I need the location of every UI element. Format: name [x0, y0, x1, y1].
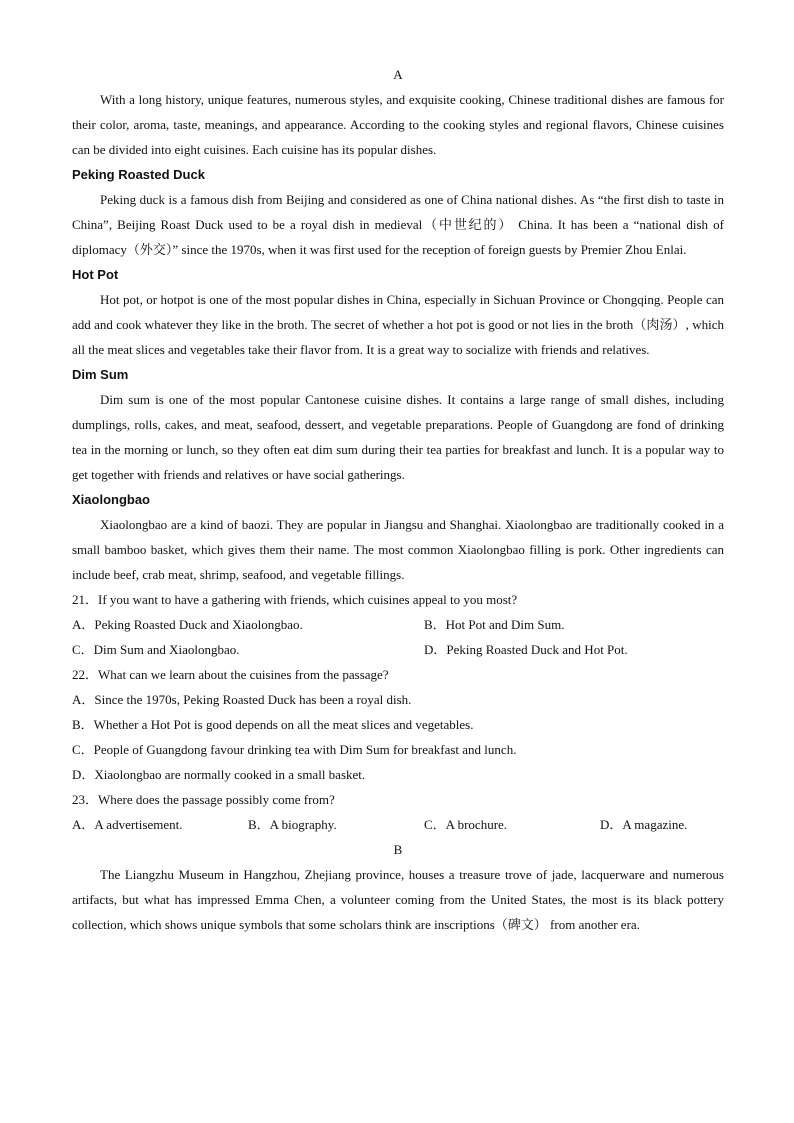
section-a-title: A: [393, 67, 403, 82]
question-21-option-d: D．Peking Roasted Duck and Hot Pot.: [424, 642, 628, 657]
question-22-option-a: A．Since the 1970s, Peking Roasted Duck has been a royal dish.: [72, 692, 412, 707]
question-21-options-row-1: [72, 612, 724, 637]
question-23-option-a: A．A advertisement.: [72, 817, 183, 832]
question-23-option-d: D．A magazine.: [600, 817, 688, 832]
dish-heading-peking-duck: Peking Roasted Duck: [72, 167, 205, 182]
question-21-options-row-2: [72, 637, 724, 662]
dish-paragraph-hot-pot: Hot pot, or hotpot is one of the most popular dishes in China, especially in Sichuan Province or Chongqing. People can add and cook whatever they like in the broth. The secret of whether a hot pot is good or not lies in the broth（肉汤）, which all the meat slices and vegetables take their flavor from. It is a great way to socialize with friends and relatives.: [72, 292, 724, 357]
question-21-option-c: C．Dim Sum and Xiaolongbao.: [72, 642, 240, 657]
question-21-option-b: B．Hot Pot and Dim Sum.: [424, 617, 565, 632]
section-b-title: B: [393, 842, 403, 857]
dish-paragraph-xiaolongbao: Xiaolongbao are a kind of baozi. They are popular in Jiangsu and Shanghai. Xiaolongbao are traditionally cooked in a small bamboo basket, which gives them their name. The most common Xiaolongbao filling is pork. Other ingredients can include beef, crab meat, shrimp, seafood, and vegetable fillings.: [72, 517, 724, 582]
question-21-stem: 21．If you want to have a gathering with friends, which cuisines appeal to you most?: [72, 592, 518, 607]
dish-heading-dim-sum: Dim Sum: [72, 367, 129, 382]
question-23-stem: 23．Where does the passage possibly come from?: [72, 792, 335, 807]
question-23-option-c: C．A brochure.: [424, 817, 508, 832]
question-23-option-b: B．A biography.: [248, 817, 337, 832]
dish-heading-hot-pot: Hot Pot: [72, 267, 119, 282]
section-b-paragraph: The Liangzhu Museum in Hangzhou, Zhejiang province, houses a treasure trove of jade, lacquerware and numerous artifacts, but what has impressed Emma Chen, a volunteer coming from the United States, the most is its black pottery collection, which shows unique symbols that some scholars think are inscriptions（碑文） from another era.: [72, 867, 724, 932]
dish-paragraph-dim-sum: Dim sum is one of the most popular Cantonese cuisine dishes. It contains a large range of small dishes, including dumplings, rolls, cakes, and meat, seafood, dessert, and vegetable preparations. People of Guangdong are fond of drinking tea in the morning or lunch, so they often eat dim sum during their tea parties for breakfast and lunch. It is a popular way to get together with friends and relatives or have social gatherings.: [72, 392, 724, 482]
question-22-option-d: D．Xiaolongbao are normally cooked in a small basket.: [72, 767, 366, 782]
question-23-options-row: [72, 812, 724, 837]
exam-page: [72, 62, 724, 937]
question-22-stem: 22．What can we learn about the cuisines from the passage?: [72, 667, 389, 682]
dish-paragraph-peking-duck: Peking duck is a famous dish from Beijing and considered as one of China national dishes. As “the first dish to taste in China”, Beijing Roast Duck used to be a royal dish in medieval（中世纪的） China. It has been a “national dish of diplomacy（外交）” since the 1970s, when it was first used for the reception of foreign guests by Premier Zhou Enlai.: [72, 192, 724, 257]
intro-paragraph: With a long history, unique features, numerous styles, and exquisite cooking, Chinese traditional dishes are famous for their color, aroma, taste, meanings, and appearance. According to the cooking styles and regional flavors, Chinese cuisines can be divided into eight cuisines. Each cuisine has its popular dishes.: [72, 92, 724, 157]
question-22-option-b: B．Whether a Hot Pot is good depends on all the meat slices and vegetables.: [72, 717, 474, 732]
dish-heading-xiaolongbao: Xiaolongbao: [72, 492, 150, 507]
question-22-option-c: C．People of Guangdong favour drinking tea with Dim Sum for breakfast and lunch.: [72, 742, 517, 757]
question-21-option-a: A．Peking Roasted Duck and Xiaolongbao.: [72, 617, 303, 632]
